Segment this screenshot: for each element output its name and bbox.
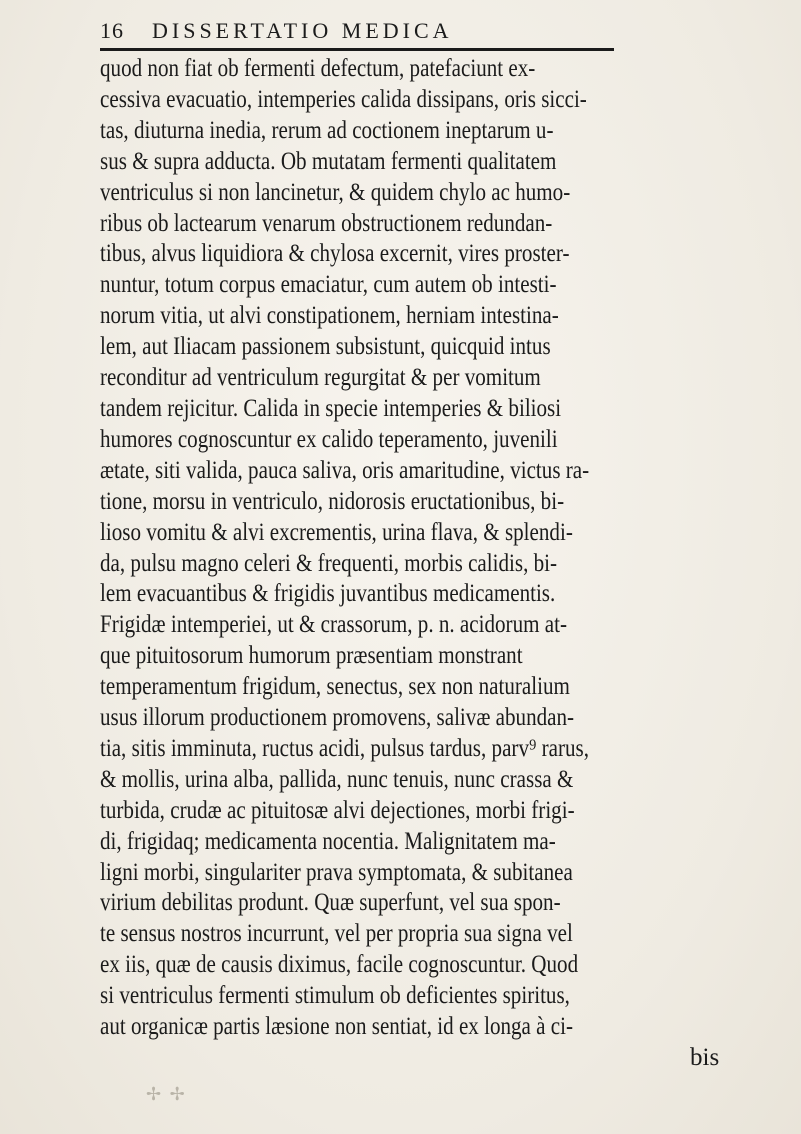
text-line: nuntur, totum corpus emaciatur, cum autem ob intesti- [100, 271, 557, 299]
body-text [100, 54, 800, 1074]
text-line: temperamentum frigidum, senectus, sex non naturalium [100, 673, 570, 701]
text-line: cessiva evacuatio, intemperies calida dissipans, oris sicci- [100, 85, 587, 113]
text-line: aut organicæ partis læsione non sentiat, id ex longa à ci- [100, 1013, 574, 1041]
text-line: Frigidæ intemperiei, ut & crassorum, p. n. acidorum at- [100, 611, 567, 639]
text-line: tandem rejicitur. Calida in specie intemperies & biliosi [100, 394, 562, 422]
page-header [100, 18, 620, 50]
text-line: tione, morsu in ventriculo, nidorosis eructationibus, bi- [100, 487, 565, 515]
running-title: DISSERTATIO MEDICA [152, 18, 453, 43]
faded-stamp-mark: ✢ ✢ [146, 1084, 187, 1104]
text-line: bis [690, 1044, 720, 1071]
text-line: turbida, crudæ ac pituitosæ alvi dejectiones, morbi frigi- [100, 796, 575, 824]
text-line: sus & supra adducta. Ob mutatam fermenti qualitatem [100, 147, 557, 175]
text-line: si ventriculus fermenti stimulum ob deficientes spiritus, [100, 982, 570, 1010]
text-line: virium debilitas produnt. Quæ superfunt, vel sua spon- [100, 889, 561, 917]
text-line: lioso vomitu & alvi excrementis, urina flava, & splendi- [100, 518, 573, 546]
text-line: ex iis, quæ de causis diximus, facile cognoscuntur. Quod [100, 951, 579, 979]
text-line: & mollis, urina alba, pallida, nunc tenuis, nunc crassa & [100, 765, 574, 793]
page-number: 16 [100, 18, 124, 43]
text-line: tas, diuturna inedia, rerum ad coctionem ineptarum u- [100, 116, 554, 144]
header-rule [100, 48, 614, 51]
text-line: usus illorum productionem promovens, salivæ abundan- [100, 704, 575, 732]
text-line: norum vitia, ut alvi constipationem, herniam intestina- [100, 302, 559, 330]
text-line: lem, aut Iliacam passionem subsistunt, quicquid intus [100, 333, 551, 361]
text-line: da, pulsu magno celeri & frequenti, morbis calidis, bi- [100, 549, 558, 577]
text-line: ventriculus si non lancinetur, & quidem chylo ac humo- [100, 178, 571, 206]
text-line: ligni morbi, singulariter prava symptomata, & subitanea [100, 858, 573, 886]
text-line: reconditur ad ventriculum regurgitat & per vomitum [100, 364, 541, 392]
text-line: ætate, siti valida, pauca saliva, oris amaritudine, victus ra- [100, 456, 590, 484]
text-line: tibus, alvus liquidiora & chylosa excernit, vires proster- [100, 240, 570, 268]
text-line: que pituitosorum humorum præsentiam monstrant [100, 642, 523, 670]
text-line: lem evacuantibus & frigidis juvantibus medicamentis. [100, 580, 556, 608]
text-line: tia, sitis imminuta, ructus acidi, pulsus tardus, parv⁹ rarus, [100, 734, 589, 762]
text-line: quod non fiat ob fermenti defectum, patefaciunt ex- [100, 55, 536, 82]
text-line: te sensus nostros incurrunt, vel per propria sua signa vel [100, 920, 573, 948]
text-line: humores cognoscuntur ex calido teperamento, juvenili [100, 425, 558, 453]
text-line: di, frigidaq; medicamenta nocentia. Malignitatem ma- [100, 827, 556, 855]
text-line: ribus ob lactearum venarum obstructionem redundan- [100, 209, 553, 237]
